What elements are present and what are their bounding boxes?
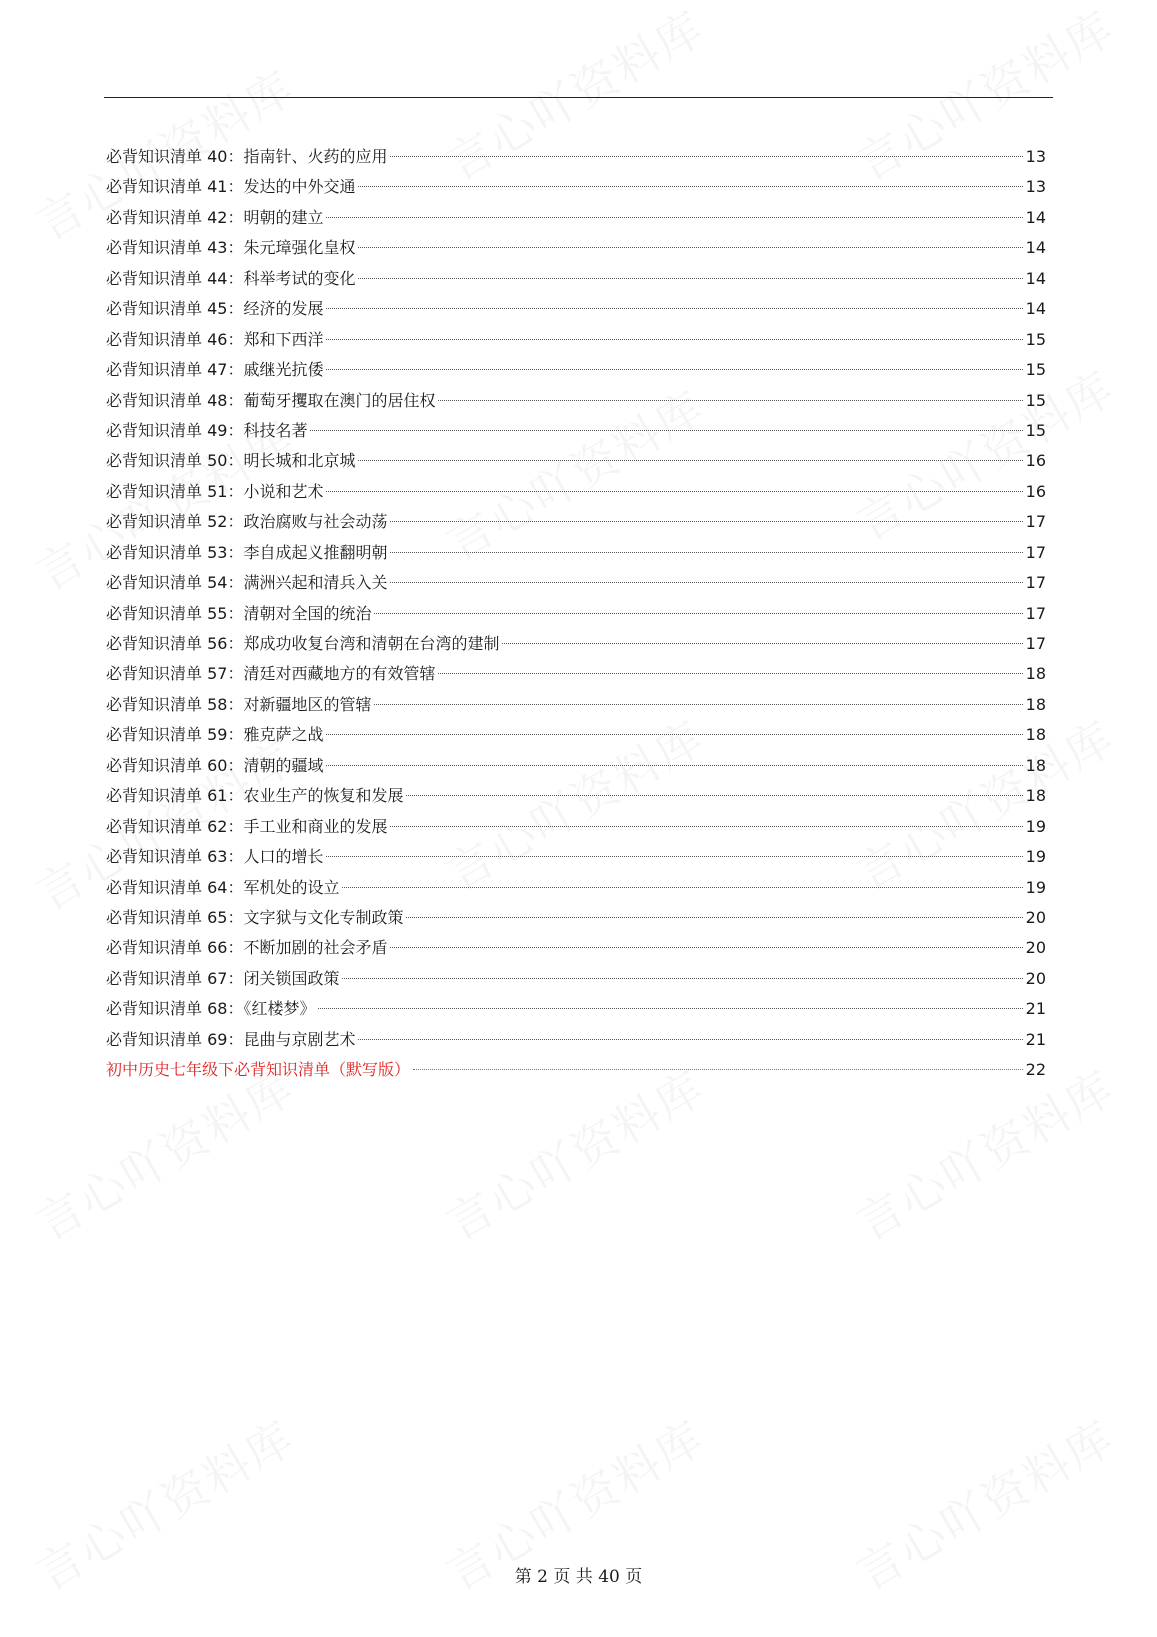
toc-entry-title: 必背知识清单 56：郑成功收复台湾和清朝在台湾的建制 bbox=[106, 634, 500, 653]
toc-entry[interactable] bbox=[106, 751, 1046, 781]
toc-entry[interactable] bbox=[106, 994, 1046, 1024]
toc-entry-page: 14 bbox=[1025, 299, 1046, 319]
toc-dot-leader bbox=[374, 704, 1022, 705]
toc-entry-page: 20 bbox=[1025, 907, 1046, 927]
toc-dot-leader bbox=[326, 491, 1022, 492]
toc-entry[interactable] bbox=[106, 599, 1046, 629]
toc-entry-title: 必背知识清单 54：满洲兴起和清兵入关 bbox=[106, 573, 388, 593]
toc-dot-leader bbox=[358, 247, 1022, 248]
toc-entry-page: 17 bbox=[1025, 634, 1046, 653]
toc-dot-leader bbox=[358, 460, 1022, 461]
toc-entry-title: 必背知识清单 57：清廷对西藏地方的有效管辖 bbox=[106, 664, 436, 684]
toc-dot-leader bbox=[326, 734, 1022, 735]
toc-entry-page: 21 bbox=[1025, 999, 1046, 1019]
toc-dot-leader bbox=[374, 613, 1022, 614]
toc-entry-title: 必背知识清单 63：人口的增长 bbox=[106, 847, 324, 867]
toc-dot-leader bbox=[326, 308, 1022, 309]
toc-entry-title: 必背知识清单 49：科技名著 bbox=[106, 420, 308, 440]
table-of-contents bbox=[106, 142, 1046, 1086]
toc-entry-title: 必背知识清单 68：《红楼梦》 bbox=[106, 999, 316, 1019]
toc-entry-title: 必背知识清单 51：小说和艺术 bbox=[106, 481, 324, 501]
toc-entry[interactable] bbox=[106, 903, 1046, 933]
toc-entry-page: 20 bbox=[1025, 968, 1046, 988]
toc-entry-title: 必背知识清单 48：葡萄牙攫取在澳门的居住权 bbox=[106, 390, 436, 410]
toc-entry[interactable] bbox=[106, 873, 1046, 903]
toc-dot-leader bbox=[390, 552, 1022, 553]
toc-entry[interactable] bbox=[106, 507, 1046, 537]
toc-entry-page: 22 bbox=[1025, 1060, 1046, 1080]
toc-entry-page: 18 bbox=[1025, 786, 1046, 806]
toc-entry[interactable] bbox=[106, 933, 1046, 963]
toc-entry[interactable] bbox=[106, 172, 1046, 202]
toc-entry[interactable] bbox=[106, 416, 1046, 446]
toc-dot-leader bbox=[438, 400, 1022, 401]
toc-entry-page: 15 bbox=[1025, 420, 1046, 440]
toc-entry-title: 必背知识清单 67：闭关锁国政策 bbox=[106, 968, 340, 988]
toc-entry-page: 14 bbox=[1025, 238, 1046, 258]
toc-entry-page: 21 bbox=[1025, 1029, 1046, 1049]
toc-entry-title: 必背知识清单 50：明长城和北京城 bbox=[106, 451, 356, 471]
toc-dot-leader bbox=[342, 978, 1022, 979]
toc-dot-leader bbox=[326, 339, 1022, 340]
toc-dot-leader bbox=[406, 917, 1022, 918]
toc-entry-title: 必背知识清单 69：昆曲与京剧艺术 bbox=[106, 1029, 356, 1049]
toc-entry-page: 14 bbox=[1025, 207, 1046, 227]
toc-entry-title: 必背知识清单 42：明朝的建立 bbox=[106, 207, 324, 227]
toc-dot-leader bbox=[358, 278, 1022, 279]
toc-dot-leader bbox=[326, 765, 1022, 766]
toc-entry[interactable] bbox=[106, 264, 1046, 294]
toc-entry-page: 18 bbox=[1025, 755, 1046, 775]
toc-entry-title: 必背知识清单 43：朱元璋强化皇权 bbox=[106, 238, 356, 258]
toc-dot-leader bbox=[358, 1039, 1022, 1040]
toc-entry-page: 15 bbox=[1025, 390, 1046, 410]
toc-dot-leader bbox=[502, 643, 1022, 644]
toc-dot-leader bbox=[438, 673, 1022, 674]
toc-entry[interactable] bbox=[106, 659, 1046, 689]
toc-entry-title: 必背知识清单 62：手工业和商业的发展 bbox=[106, 816, 388, 836]
toc-entry-page: 17 bbox=[1025, 512, 1046, 532]
toc-entry-title: 必背知识清单 60：清朝的疆域 bbox=[106, 755, 324, 775]
toc-entry[interactable] bbox=[106, 964, 1046, 994]
toc-entry[interactable] bbox=[106, 355, 1046, 385]
toc-entry-page: 17 bbox=[1025, 573, 1046, 593]
toc-entry[interactable] bbox=[106, 446, 1046, 476]
toc-dot-leader bbox=[318, 1008, 1022, 1009]
toc-entry-page: 19 bbox=[1025, 816, 1046, 836]
toc-entry[interactable] bbox=[106, 294, 1046, 324]
toc-entry-title: 必背知识清单 40：指南针、火药的应用 bbox=[106, 147, 388, 166]
toc-entry[interactable] bbox=[106, 629, 1046, 659]
toc-entry-title: 必背知识清单 44：科举考试的变化 bbox=[106, 268, 356, 288]
toc-dot-leader bbox=[326, 217, 1022, 218]
toc-entry-title: 必背知识清单 55：清朝对全国的统治 bbox=[106, 603, 372, 623]
toc-entry[interactable] bbox=[106, 842, 1046, 872]
toc-dot-leader bbox=[390, 582, 1022, 583]
toc-entry-page: 18 bbox=[1025, 725, 1046, 745]
toc-entry-title: 必背知识清单 41：发达的中外交通 bbox=[106, 177, 356, 197]
toc-entry-title: 必背知识清单 64：军机处的设立 bbox=[106, 877, 340, 897]
toc-entry[interactable] bbox=[106, 1025, 1046, 1055]
toc-dot-leader bbox=[358, 186, 1022, 187]
toc-entry-page: 13 bbox=[1025, 177, 1046, 197]
toc-dot-leader bbox=[326, 369, 1022, 370]
toc-entry-page: 15 bbox=[1025, 360, 1046, 380]
toc-entry-title: 必背知识清单 58：对新疆地区的管辖 bbox=[106, 694, 372, 714]
toc-entry[interactable] bbox=[106, 325, 1046, 355]
toc-entry-title: 必背知识清单 66：不断加剧的社会矛盾 bbox=[106, 938, 388, 958]
toc-entry-title: 初中历史七年级下必背知识清单（默写版） bbox=[106, 1060, 411, 1080]
toc-dot-leader bbox=[326, 856, 1022, 857]
toc-entry[interactable] bbox=[106, 781, 1046, 811]
toc-entry-title: 必背知识清单 47：戚继光抗倭 bbox=[106, 360, 324, 380]
page-footer: 第 2 页 共 40 页 bbox=[514, 1567, 643, 1587]
toc-dot-leader bbox=[342, 887, 1022, 888]
toc-entry-page: 19 bbox=[1025, 877, 1046, 897]
toc-entry-page: 17 bbox=[1025, 603, 1046, 623]
toc-entry-page: 18 bbox=[1025, 664, 1046, 684]
toc-entry[interactable] bbox=[106, 477, 1046, 507]
toc-entry[interactable] bbox=[106, 568, 1046, 598]
toc-entry[interactable] bbox=[106, 233, 1046, 263]
toc-entry-page: 16 bbox=[1025, 451, 1046, 471]
toc-entry[interactable] bbox=[106, 720, 1046, 750]
toc-entry-page: 13 bbox=[1025, 147, 1046, 166]
toc-dot-leader bbox=[413, 1069, 1023, 1070]
toc-entry-page: 18 bbox=[1025, 694, 1046, 714]
toc-entry[interactable] bbox=[106, 812, 1046, 842]
toc-entry-title: 必背知识清单 53：李自成起义推翻明朝 bbox=[106, 542, 388, 562]
toc-entry[interactable] bbox=[106, 203, 1046, 233]
toc-entry-page: 16 bbox=[1025, 481, 1046, 501]
toc-entry[interactable] bbox=[106, 1055, 1046, 1085]
toc-entry-title: 必背知识清单 52：政治腐败与社会动荡 bbox=[106, 512, 388, 532]
toc-entry-title: 必背知识清单 65：文字狱与文化专制政策 bbox=[106, 907, 404, 927]
toc-dot-leader bbox=[390, 947, 1022, 948]
toc-dot-leader bbox=[310, 430, 1022, 431]
toc-entry-title: 必背知识清单 61：农业生产的恢复和发展 bbox=[106, 786, 404, 806]
toc-entry-title: 必背知识清单 45：经济的发展 bbox=[106, 299, 324, 319]
toc-entry-page: 20 bbox=[1025, 938, 1046, 958]
toc-entry-page: 17 bbox=[1025, 542, 1046, 562]
toc-entry[interactable] bbox=[106, 142, 1046, 172]
toc-entry-page: 15 bbox=[1025, 329, 1046, 349]
toc-entry-title: 必背知识清单 46：郑和下西洋 bbox=[106, 329, 324, 349]
toc-entry[interactable] bbox=[106, 538, 1046, 568]
header-rule bbox=[104, 97, 1053, 98]
toc-dot-leader bbox=[390, 826, 1022, 827]
toc-entry-title: 必背知识清单 59：雅克萨之战 bbox=[106, 725, 324, 745]
toc-entry-page: 14 bbox=[1025, 268, 1046, 288]
toc-dot-leader bbox=[390, 156, 1022, 157]
toc-entry[interactable] bbox=[106, 690, 1046, 720]
toc-dot-leader bbox=[406, 795, 1022, 796]
toc-entry-page: 19 bbox=[1025, 847, 1046, 867]
toc-dot-leader bbox=[390, 521, 1022, 522]
toc-entry[interactable] bbox=[106, 386, 1046, 416]
